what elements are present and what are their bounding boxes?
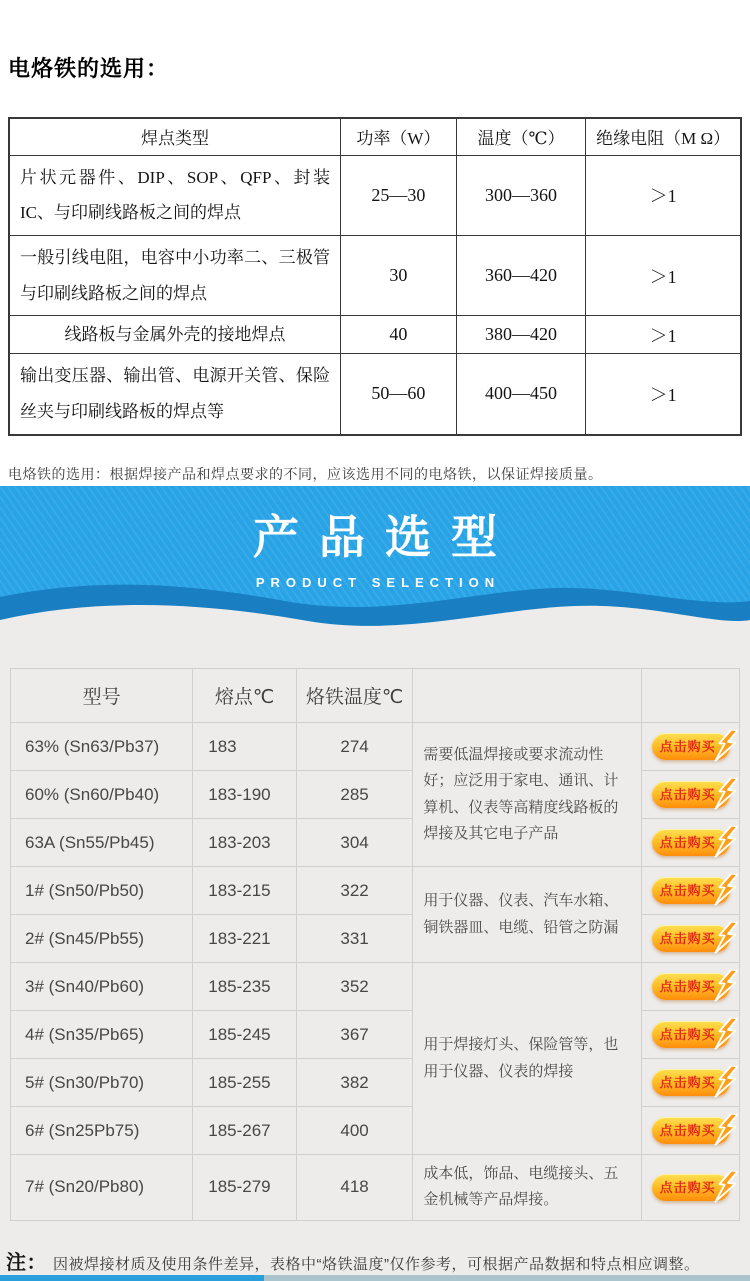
model-cell: 60% (Sn60/Pb40) [11,771,193,819]
buy-cell [642,867,740,915]
buy-cell [642,1107,740,1155]
column-header-temperature: 温度（℃） [456,118,586,155]
product-row [11,723,740,771]
lightning-icon [714,728,738,764]
buy-button[interactable] [652,925,730,952]
note-text: 因被焊接材质及使用条件差异，表格中“烙铁温度”仅作参考，可根据产品数据和特点相应调整。 [53,1255,700,1273]
buy-button-label: 点击购买 [659,835,716,850]
buy-button-label: 点击购买 [659,1179,716,1195]
buy-cell [642,723,740,771]
temperature-cell: 300—360 [456,155,586,235]
buy-cell [642,1155,740,1221]
product-row [11,867,740,915]
buy-cell [642,819,740,867]
banner-subtitle: PRODUCT SELECTION [255,575,501,590]
table-row [9,155,741,235]
column-header-model: 型号 [11,669,193,723]
product-row [11,1155,740,1221]
product-table-header-row [11,669,740,723]
note-prefix: 注： [6,1251,47,1274]
lightning-icon [714,824,738,860]
melting-point-cell: 185-279 [193,1155,297,1221]
iron-temp-cell: 382 [296,1059,413,1107]
usage-description-cell: 需要低温焊接或要求流动性好；应泛用于家电、通讯、计算机、仪表等高精度线路板的焊接及其它电子产品 [413,723,642,867]
iron-temp-cell: 400 [296,1107,413,1155]
usage-description-cell: 用于焊接灯头、保险管等，也用于仪器、仪表的焊接 [413,963,642,1155]
buy-button-label: 点击购买 [659,931,716,946]
footer-bar-left-segment [0,1275,264,1281]
product-selection-banner [0,486,750,645]
buy-button[interactable] [652,1117,730,1144]
model-cell: 7# (Sn20/Pb80) [11,1155,193,1221]
power-cell: 50—60 [341,354,457,435]
power-cell: 25—30 [341,155,457,235]
model-cell: 3# (Sn40/Pb60) [11,963,193,1011]
melting-point-cell: 183-190 [193,771,297,819]
buy-cell [642,915,740,963]
column-header-power: 功率（W） [341,118,457,155]
lightning-icon [714,1112,738,1148]
buy-button[interactable] [652,1174,730,1201]
soldering-iron-selection-section [0,0,750,486]
model-cell: 2# (Sn45/Pb55) [11,915,193,963]
buy-button[interactable] [652,733,730,760]
model-cell: 5# (Sn30/Pb70) [11,1059,193,1107]
wave-decoration [0,575,750,645]
buy-cell [642,1059,740,1107]
temperature-cell: 360—420 [456,235,586,315]
table-row [9,316,741,354]
melting-point-cell: 183-203 [193,819,297,867]
table-header-row [9,118,741,155]
model-cell: 63% (Sn63/Pb37) [11,723,193,771]
lightning-icon [714,1064,738,1100]
model-cell: 4# (Sn35/Pb65) [11,1011,193,1059]
buy-cell [642,963,740,1011]
table-row [9,235,741,315]
selection-note: 电烙铁的选用：根据焊接产品和焊点要求的不同，应该选用不同的电烙铁，以保证焊接质量。 [8,465,603,482]
melting-point-cell: 183-215 [193,867,297,915]
column-header-melting-point: 熔点℃ [193,669,297,723]
product-row [11,963,740,1011]
buy-button[interactable] [652,781,730,808]
column-header-description [413,669,642,723]
lightning-icon [714,872,738,908]
melting-point-cell: 185-235 [193,963,297,1011]
joint-type-cell: 线路板与金属外壳的接地焊点 [9,316,341,354]
buy-button-label: 点击购买 [659,1123,716,1138]
buy-button[interactable] [652,1021,730,1048]
iron-temp-cell: 367 [296,1011,413,1059]
melting-point-cell: 185-267 [193,1107,297,1155]
iron-temp-cell: 322 [296,867,413,915]
temperature-cell: 380—420 [456,316,586,354]
column-header-buy [642,669,740,723]
iron-temp-cell: 285 [296,771,413,819]
melting-point-cell: 185-255 [193,1059,297,1107]
temperature-cell: 400—450 [456,354,586,435]
table-row [9,354,741,435]
iron-temp-cell: 352 [296,963,413,1011]
banner-title: 产品选型 [253,511,517,563]
power-cell: 40 [341,316,457,354]
lightning-icon [714,776,738,812]
iron-temp-cell: 304 [296,819,413,867]
solder-joint-table [8,117,742,436]
melting-point-cell: 185-245 [193,1011,297,1059]
product-table-section [0,645,750,1281]
column-header-iron-temp: 烙铁温度℃ [296,669,413,723]
footer-divider-bar [0,1275,750,1281]
melting-point-cell: 183-221 [193,915,297,963]
buy-button-label: 点击购买 [659,979,716,994]
resistance-cell: ＞1 [586,354,741,435]
resistance-cell: ＞1 [586,235,741,315]
buy-button-label: 点击购买 [659,787,716,802]
buy-button-label: 点击购买 [659,739,716,754]
reference-note [6,1246,740,1275]
product-selection-table [10,668,740,1221]
model-cell: 63A (Sn55/Pb45) [11,819,193,867]
buy-button-label: 点击购买 [659,1027,716,1042]
iron-temp-cell: 331 [296,915,413,963]
column-header-joint-type: 焊点类型 [9,118,341,155]
iron-temp-cell: 274 [296,723,413,771]
usage-description-cell: 用于仪器、仪表、汽车水箱、铜铁器皿、电缆、铅管之防漏 [413,867,642,963]
melting-point-cell: 183 [193,723,297,771]
buy-cell [642,1011,740,1059]
page-title: 电烙铁的选用： [8,56,170,81]
resistance-cell: ＞1 [586,316,741,354]
buy-button-label: 点击购买 [659,1075,716,1090]
lightning-icon [714,1016,738,1052]
buy-cell [642,771,740,819]
power-cell: 30 [341,235,457,315]
buy-button-label: 点击购买 [659,883,716,898]
joint-type-cell: 输出变压器、输出管、电源开关管、保险丝夹与印刷线路板的焊点等 [9,354,341,435]
model-cell: 1# (Sn50/Pb50) [11,867,193,915]
joint-type-cell: 片状元器件、DIP、SOP、QFP、封装IC、与印刷线路板之间的焊点 [9,155,341,235]
buy-button[interactable] [652,829,730,856]
footer-bar-right-segment [264,1275,750,1281]
buy-button[interactable] [652,1069,730,1096]
lightning-icon [714,968,738,1004]
buy-button[interactable] [652,877,730,904]
lightning-icon [714,920,738,956]
resistance-cell: ＞1 [586,155,741,235]
usage-description-cell: 成本低，饰品、电缆接头、五金机械等产品焊接。 [413,1155,642,1221]
joint-type-cell: 一般引线电阻，电容中小功率二、三极管与印刷线路板之间的焊点 [9,235,341,315]
iron-temp-cell: 418 [296,1155,413,1221]
model-cell: 6# (Sn25Pb75) [11,1107,193,1155]
buy-button[interactable] [652,973,730,1000]
column-header-insulation-resistance: 绝缘电阻（M Ω） [586,118,741,155]
lightning-icon [714,1169,738,1205]
